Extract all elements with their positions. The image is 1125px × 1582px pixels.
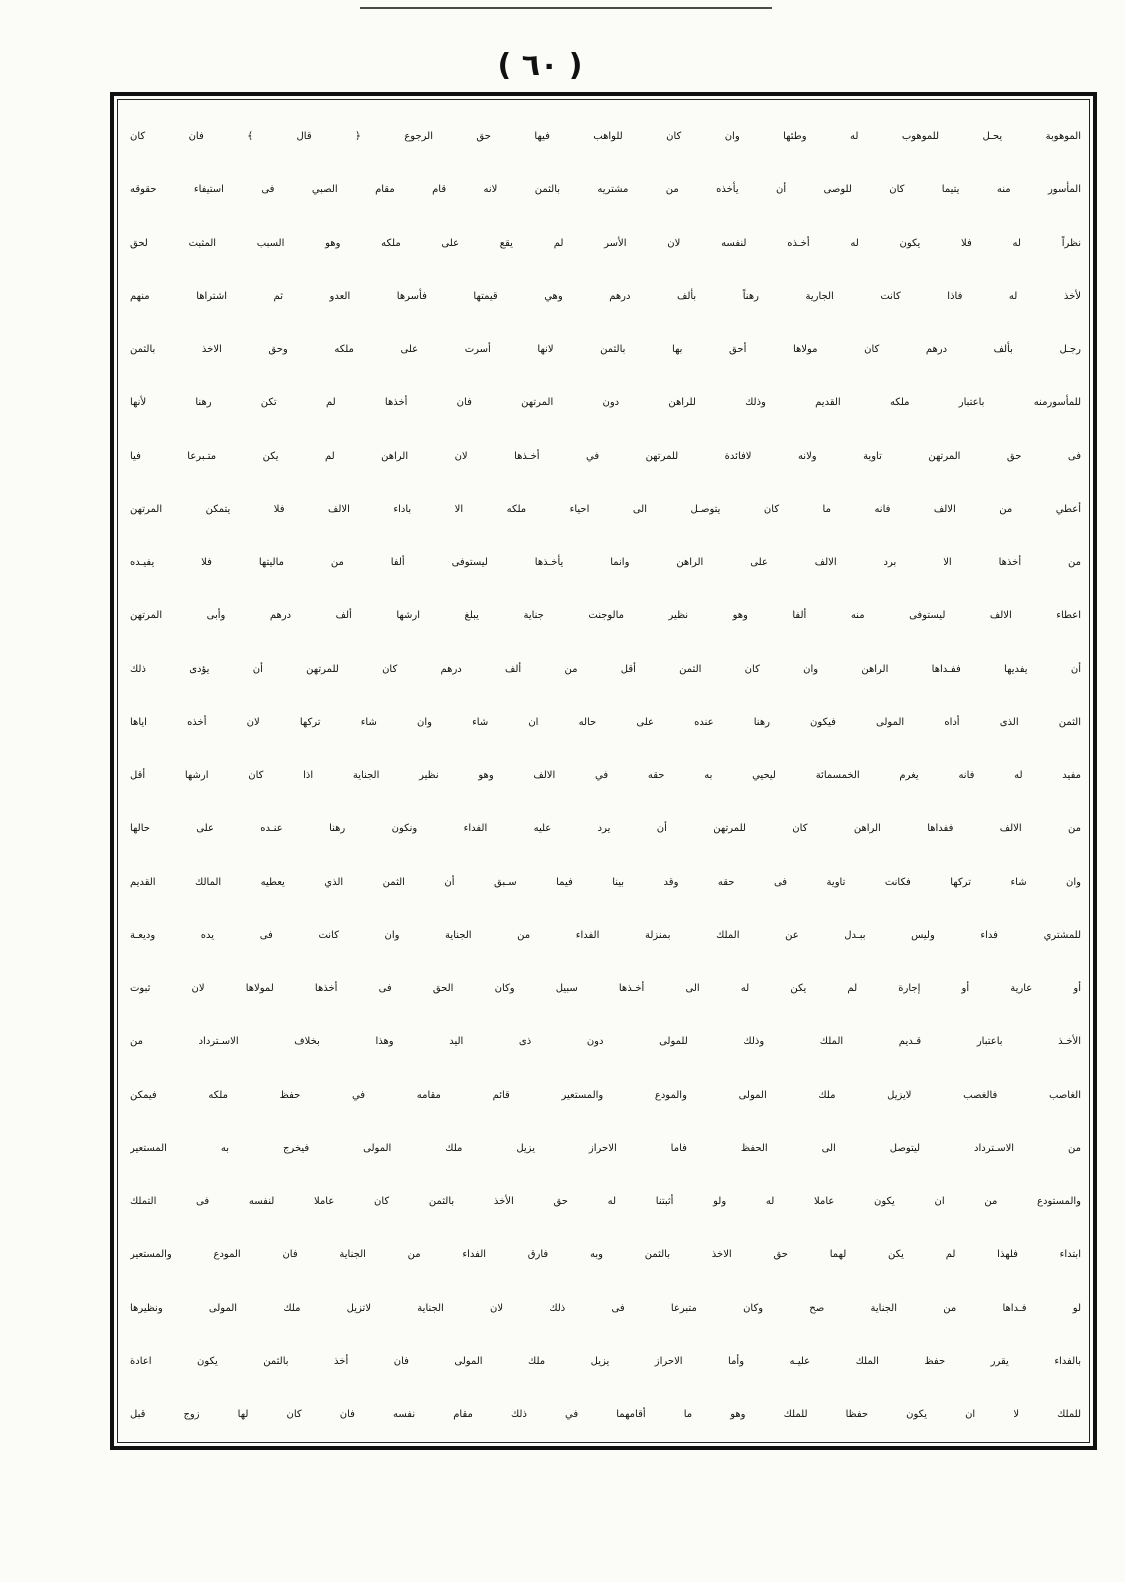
text-line bbox=[130, 217, 1081, 270]
text-line bbox=[130, 909, 1081, 962]
line-text: اعطاء الالف ليستوفى منه ألفا وهو نظير مالوجنت جناية يبلغ ارشها ألف درهم وأبى المرتهن bbox=[130, 610, 1081, 622]
line-text: بالفداء يقرر حفظ الملك عليـه وأما الاحراز يزيل ملك المولى فان أخذ بالثمن يكون اعادة bbox=[130, 1355, 1081, 1367]
text-line bbox=[130, 1228, 1081, 1281]
text-line bbox=[130, 483, 1081, 536]
line-text: مفيد له فانه يغرم الخمسمائة ليحيي به حقه في الالف وهو نظير الجناية اذا كان ارشها أقل bbox=[130, 770, 1081, 781]
text-line bbox=[130, 1282, 1081, 1335]
text-line bbox=[130, 1069, 1081, 1122]
line-text: ابتداء فلهذا لم يكن لهما حق الاخذ بالثمن وبه فارق الفداء من الجناية فان المودع والمستعير bbox=[130, 1249, 1081, 1261]
text-line bbox=[130, 1335, 1081, 1388]
page-frame bbox=[110, 92, 1097, 1450]
line-text: من الالف ففداها الراهن كان للمرتهن أن يرد عليه الفداء ونكون رهنا عنـده على حالها bbox=[130, 823, 1081, 835]
text-line bbox=[130, 802, 1081, 855]
text-line bbox=[130, 536, 1081, 589]
top-rule bbox=[360, 7, 772, 9]
text-line bbox=[130, 323, 1081, 376]
text-line bbox=[130, 643, 1081, 696]
page-number: ( ٦٠ ) bbox=[497, 48, 583, 83]
line-text: المأسور منه يتيما كان للوصى أن يأخذه من مشتريه بالثمن لانه قام مقام الصبي فى استيفاء حقوقه bbox=[130, 184, 1081, 196]
text-line bbox=[130, 270, 1081, 323]
text-line bbox=[130, 856, 1081, 909]
text-line bbox=[130, 163, 1081, 216]
line-text: للملك لا ان يكون حفظا للملك وهو ما أقامهما في ذلك مقام نفسه فان كان لها زوج قبل bbox=[130, 1409, 1081, 1420]
line-text: فى حق المرتهن تاوية ولانه لافائدة للمرتهن في أخـذها لان الراهن لم يكن متـبرعا فيا bbox=[130, 450, 1081, 462]
line-text: رجـل بألف درهم كان مولاها أحق بها بالثمن لانها أسرت على ملكه وحق الاخذ بالثمن bbox=[130, 344, 1081, 355]
line-text: الموهوبة يحـل للموهوب له وطئها وان كان للواهب فيها حق الرجوع ﴿ قال ﴾ فان كان bbox=[130, 131, 1081, 142]
text-line bbox=[130, 696, 1081, 749]
line-text: الأخـذ باعتبار قـديم الملك وذلك للمولى دون ذى اليد وهذا بخلاف الاسـترداد من bbox=[130, 1036, 1081, 1048]
text-line bbox=[130, 962, 1081, 1015]
line-text: الثمن الذى أداه المولى فيكون رهنا عنده على حاله ان شاء وان شاء تركها لان أخذه اياها bbox=[130, 716, 1081, 728]
line-text: أو عارية أو إجارة لم يكن له الى أخـذها سبيل وكان الحق فى أخذها لمولاها لان ثبوت bbox=[130, 983, 1081, 994]
text-line bbox=[130, 430, 1081, 483]
line-text: الغاصب فالغصب لايزيل ملك المولى والمودع والمستعير قائم مقامه في حفظ ملكه فيمكن bbox=[130, 1089, 1081, 1101]
line-text: لأخذ له فاذا كانت الجارية رهناً بألف درهم وهي قيمتها فأسرها العدو ثم اشتراها منهم bbox=[130, 290, 1081, 302]
line-text: وان شاء تركها فكانت تاوية فى حقه وقد بينا فيما سـبق أن الثمن الذي يعطيه المالك القديم bbox=[130, 876, 1081, 888]
text-block bbox=[130, 110, 1081, 1441]
line-text: من أخذها الا برد الالف على الراهن وانما يأخـذها ليستوفى ألفا من ماليتها فلا يفيـده bbox=[130, 557, 1081, 568]
line-text: لو فـداها من الجناية صح وكان متبرعا فى ذلك لان الجناية لاتزيل ملك المولى ونظيرها bbox=[130, 1302, 1081, 1314]
line-text: أعطي من الالف فانه ما كان يتوصـل الى احياء ملكه الا باداء الالف فلا يتمكن المرتهن bbox=[130, 503, 1081, 515]
line-text: من الاسـترداد ليتوصل الى الحفظ فاما الاحراز يزيل ملك المولى فيخرج به المستعير bbox=[130, 1142, 1081, 1154]
text-line bbox=[130, 1175, 1081, 1228]
line-text: للمشتري فداء وليس ببـدل عن الملك بمنزلة الفداء من الجناية وان كانت فى يده وديعـة bbox=[130, 929, 1081, 941]
line-text: أن يفديها ففـداها الراهن وان كان الثمن أقل من ألف درهم كان للمرتهن أن يؤدى ذلك bbox=[130, 663, 1081, 675]
text-line bbox=[130, 1388, 1081, 1441]
text-line bbox=[130, 1122, 1081, 1175]
text-line bbox=[130, 749, 1081, 802]
text-line bbox=[130, 1015, 1081, 1068]
text-line bbox=[130, 589, 1081, 642]
line-text: نظراً له فلا يكون له أخـذه لنفسه لان الأسر لم يقع على ملكه وهو السبب المثبت لحق bbox=[130, 237, 1081, 249]
line-text: للمأسورمنه باعتبار ملكه القديم وذلك للراهن دون المرتهن فان أخذها لم تكن رهنا لأنها bbox=[130, 397, 1081, 409]
text-line bbox=[130, 110, 1081, 163]
line-text: والمستودع من ان يكون عاملا له ولو أثبتنا له حق الأخذ بالثمن كان عاملا لنفسه فى التملك bbox=[130, 1196, 1081, 1207]
text-line bbox=[130, 376, 1081, 429]
